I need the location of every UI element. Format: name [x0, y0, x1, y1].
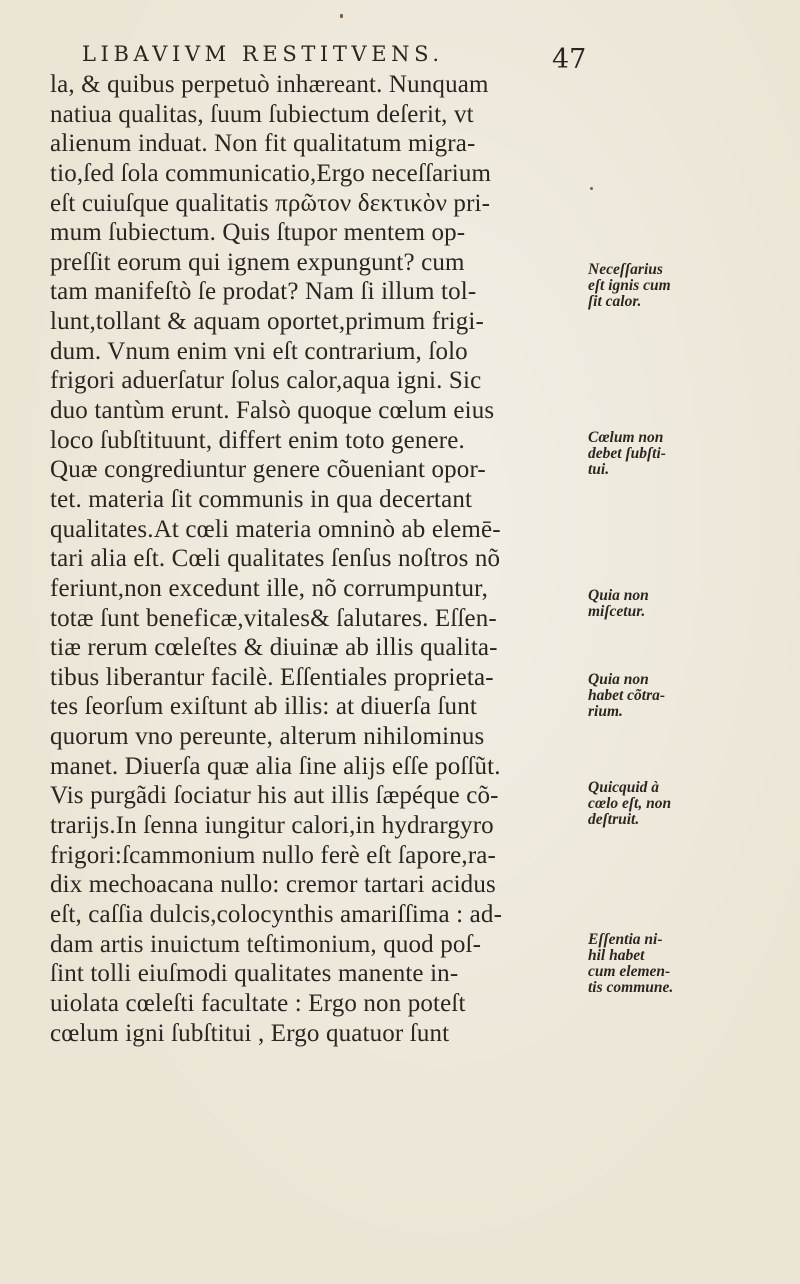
- text-line: Quæ congrediuntur genere cõueniant opor-: [50, 456, 486, 484]
- margin-note-line: deſtruit.: [588, 811, 640, 828]
- text-line: tio,ſed ſola communicatio,Ergo neceſſarium: [50, 159, 492, 187]
- text-line: la, & quibus perpetuò inhæreant. Nunquam: [50, 71, 489, 98]
- main-text-block: [50, 70, 580, 1048]
- margin-note-line: tis commune.: [588, 979, 674, 996]
- text-line: trarijs.In ſenna iungitur calori,in hydrargyro: [50, 812, 494, 840]
- margin-note-line: Eſſentia ni-: [588, 931, 663, 948]
- margin-note-line: cœlo eſt, non: [588, 795, 672, 812]
- margin-note-line: Cœlum non: [588, 429, 664, 446]
- text-line: ſint tolli eiuſmodi qualitates manente in-: [50, 960, 459, 988]
- text-line: manet. Diuerſa quæ alia ſine alijs eſſe poſſũt.: [50, 752, 501, 780]
- margin-note-line: Quicquid à: [588, 779, 660, 796]
- running-head-title: LIBAVIVM RESTITVENS.: [82, 42, 444, 66]
- margin-note-line: miſcetur.: [588, 603, 646, 620]
- text-line: frigori:ſcammonium nullo ferè eſt ſapore,ra-: [50, 841, 497, 869]
- text-line: tiæ rerum cœleſtes & diuinæ ab illis qualita-: [50, 634, 498, 662]
- text-line: preſſit eorum qui ignem expungunt? cum: [50, 248, 465, 276]
- page-number: 47: [552, 44, 587, 75]
- margin-note-line: habet cõtra-: [588, 687, 666, 704]
- text-line: eſt cuiuſque qualitatis πρῶτον δεκτικὸν pri-: [50, 189, 491, 217]
- margin-note-line: eſt ignis cum: [588, 277, 671, 294]
- text-line: tet. materia ſit communis in qua decertant: [50, 485, 473, 513]
- text-line: tibus liberantur facilè. Eſſentiales proprieta-: [50, 663, 494, 691]
- margin-note-quia-non-miscetur: [588, 588, 793, 620]
- marginal-notes: [588, 0, 793, 1284]
- text-line: totæ ſunt beneficæ,vitales& ſalutares. Eſſen-: [50, 604, 497, 632]
- text-line: dix mechoacana nullo: cremor tartari acidus: [50, 871, 496, 899]
- margin-note-line: tui.: [588, 461, 610, 478]
- text-line: frigori aduerſatur ſolus calor,aqua igni. Sic: [50, 367, 482, 395]
- text-line: feriunt,non excedunt ille, nõ corrumpuntur,: [50, 574, 488, 602]
- text-line: loco ſubſtituunt, differt enim toto genere.: [50, 426, 465, 454]
- text-line: alienum induat. Non fit qualitatum migra-: [50, 130, 476, 158]
- text-line: mum ſubiectum. Quis ſtupor mentem op-: [50, 219, 466, 247]
- margin-note-coelum: [588, 430, 793, 478]
- margin-note-essentia: [588, 932, 793, 996]
- text-line: lunt,tollant & aquam oportet,primum frigi-: [50, 308, 484, 336]
- margin-note-line: Quia non: [588, 671, 649, 688]
- text-line: tari alia eſt. Cœli qualitates ſenſus noſtros nõ: [50, 545, 501, 573]
- margin-note-quia-non-habet: [588, 672, 793, 720]
- text-line: uiolata cœleſti facultate : Ergo non poteſt: [50, 989, 466, 1017]
- page-mark: [340, 14, 343, 18]
- text-line: dam artis inuictum teſtimonium, quod poſ-: [50, 930, 482, 958]
- text-line: Vis purgãdi ſociatur his aut illis ſæpéque cõ-: [50, 782, 499, 810]
- text-line: qualitates.At cœli materia omninò ab elemē-: [50, 515, 501, 543]
- text-line: natiua qualitas, ſuum ſubiectum deſerit, vt: [50, 100, 474, 128]
- text-line: dum. Vnum enim vni eſt contrarium, ſolo: [50, 337, 468, 365]
- text-line: duo tantùm erunt. Falsò quoque cœlum eius: [50, 397, 495, 425]
- margin-note-line: ſit calor.: [588, 293, 642, 310]
- margin-note-line: cum elemen-: [588, 963, 671, 980]
- text-line: tes ſeorſum exiſtunt ab illis: at diuerſa ſunt: [50, 693, 477, 721]
- margin-note-necessarius: [588, 262, 793, 310]
- margin-note-line: rium.: [588, 703, 623, 720]
- margin-note-line: hil habet: [588, 947, 645, 964]
- text-line: tam manifeſtò ſe prodat? Nam ſi illum tol-: [50, 278, 477, 306]
- margin-note-line: Neceſſarius: [588, 261, 663, 278]
- text-line: eſt, caſſia dulcis,colocynthis amariſſima : ad-: [50, 900, 503, 928]
- text-line: cœlum igni ſubſtitui , Ergo quatuor ſunt: [50, 1019, 450, 1047]
- margin-note-quicquid: [588, 780, 793, 828]
- margin-note-line: debet ſubſti-: [588, 445, 666, 462]
- margin-note-line: Quia non: [588, 587, 649, 604]
- text-line: quorum vno pereunte, alterum nihilominus: [50, 723, 485, 751]
